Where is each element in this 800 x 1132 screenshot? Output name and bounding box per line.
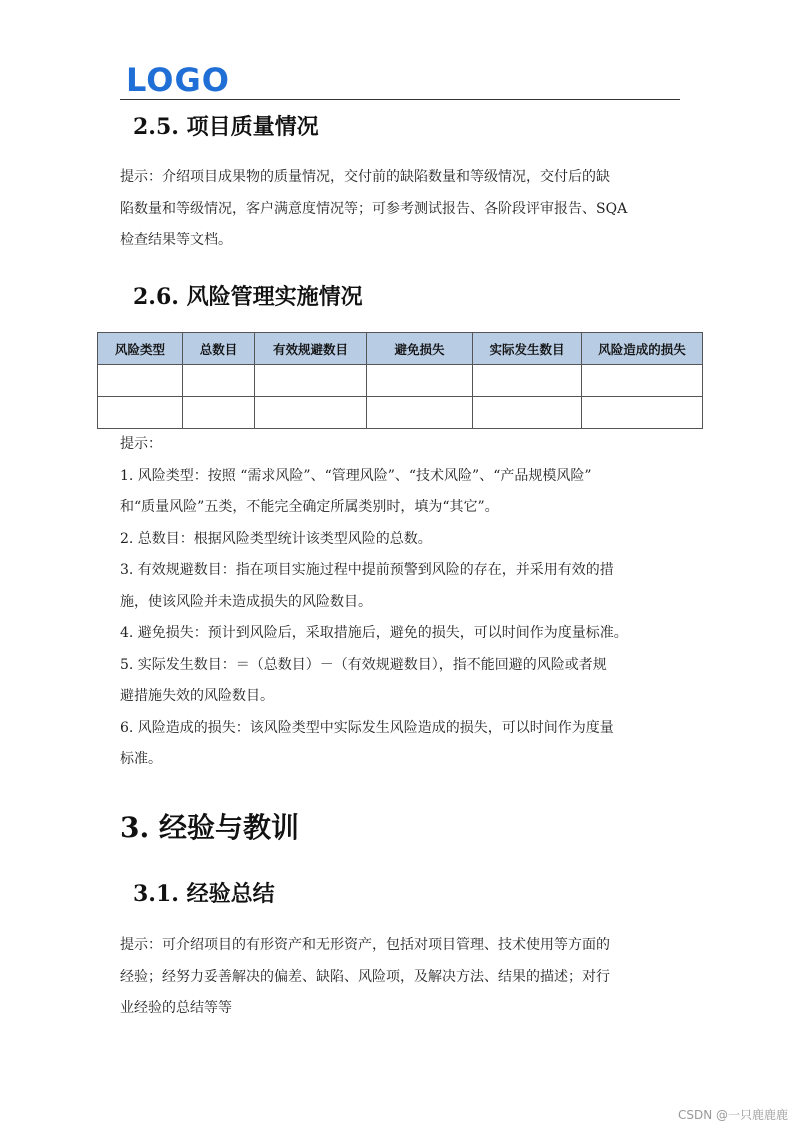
table-cell[interactable] [183, 397, 255, 429]
section-2-6-title: 2.6. 风险管理实施情况 [133, 284, 363, 310]
tip-line: 和“质量风险”五类，不能完全确定所属类别时，填为“其它”。 [120, 499, 499, 515]
tip-line: 5. 实际发生数目：＝（总数目）－（有效规避数目），指不能回避的风险或者规 [120, 656, 607, 673]
section-3-1-title: 3.1. 经验总结 [133, 881, 275, 907]
watermark: CSDN @一只鹿鹿鹿 [677, 1108, 788, 1122]
table-row [98, 365, 703, 397]
table-row [98, 397, 703, 429]
section-2-5-title: 2.5. 项目质量情况 [133, 114, 319, 140]
column-header: 风险造成的损失 [582, 333, 703, 365]
tip-line: 施，使该风险并未造成损失的风险数目。 [120, 593, 372, 610]
section-3-1-body [120, 930, 685, 1025]
table-header-row [98, 333, 703, 365]
risk-tips [120, 429, 685, 776]
table-cell[interactable] [98, 365, 183, 397]
body-line: 经验；经努力妥善解决的偏差、缺陷、风险项，及解决方法、结果的描述；对行 [120, 968, 610, 985]
risk-table [97, 332, 703, 429]
body-line: 提示：介绍项目成果物的质量情况，交付前的缺陷数量和等级情况，交付后的缺 [120, 169, 610, 185]
column-header: 实际发生数目 [473, 333, 582, 365]
tip-line: 标准。 [120, 751, 162, 767]
tip-line: 3. 有效规避数目：指在项目实施过程中提前预警到风险的存在，并采用有效的措 [120, 562, 614, 578]
section-2-5-body [120, 162, 685, 257]
table-cell[interactable] [183, 365, 255, 397]
logo: LOGO [126, 61, 230, 99]
body-line: 提示：可介绍项目的有形资产和无形资产，包括对项目管理、技术使用等方面的 [120, 937, 610, 953]
table-cell[interactable] [98, 397, 183, 429]
table-cell[interactable] [473, 365, 582, 397]
tip-line: 2. 总数目：根据风险类型统计该类型风险的总数。 [120, 530, 432, 547]
section-3-title: 3. 经验与教训 [120, 811, 299, 844]
tip-line: 避措施失效的风险数目。 [120, 688, 274, 704]
column-header: 总数目 [183, 333, 255, 365]
tip-label: 提示： [120, 436, 162, 452]
table-cell[interactable] [367, 365, 473, 397]
table-cell[interactable] [582, 365, 703, 397]
column-header: 风险类型 [98, 333, 183, 365]
header-divider [120, 99, 680, 100]
column-header: 有效规避数目 [255, 333, 367, 365]
column-header: 避免损失 [367, 333, 473, 365]
body-line: 陷数量和等级情况，客户满意度情况等；可参考测试报告、各阶段评审报告、SQA [120, 200, 628, 217]
table-cell[interactable] [367, 397, 473, 429]
tip-line: 4. 避免损失：预计到风险后，采取措施后，避免的损失，可以时间作为度量标准。 [120, 625, 628, 641]
table-cell[interactable] [473, 397, 582, 429]
tip-line: 6. 风险造成的损失：该风险类型中实际发生风险造成的损失，可以时间作为度量 [120, 719, 614, 736]
table-cell[interactable] [255, 397, 367, 429]
table-cell[interactable] [582, 397, 703, 429]
body-line: 检查结果等文档。 [120, 232, 232, 248]
table-cell[interactable] [255, 365, 367, 397]
tip-line: 1. 风险类型：按照 “需求风险”、“管理风险”、“技术风险”、“产品规模风险” [120, 467, 592, 484]
body-line: 业经验的总结等等 [120, 1000, 232, 1016]
